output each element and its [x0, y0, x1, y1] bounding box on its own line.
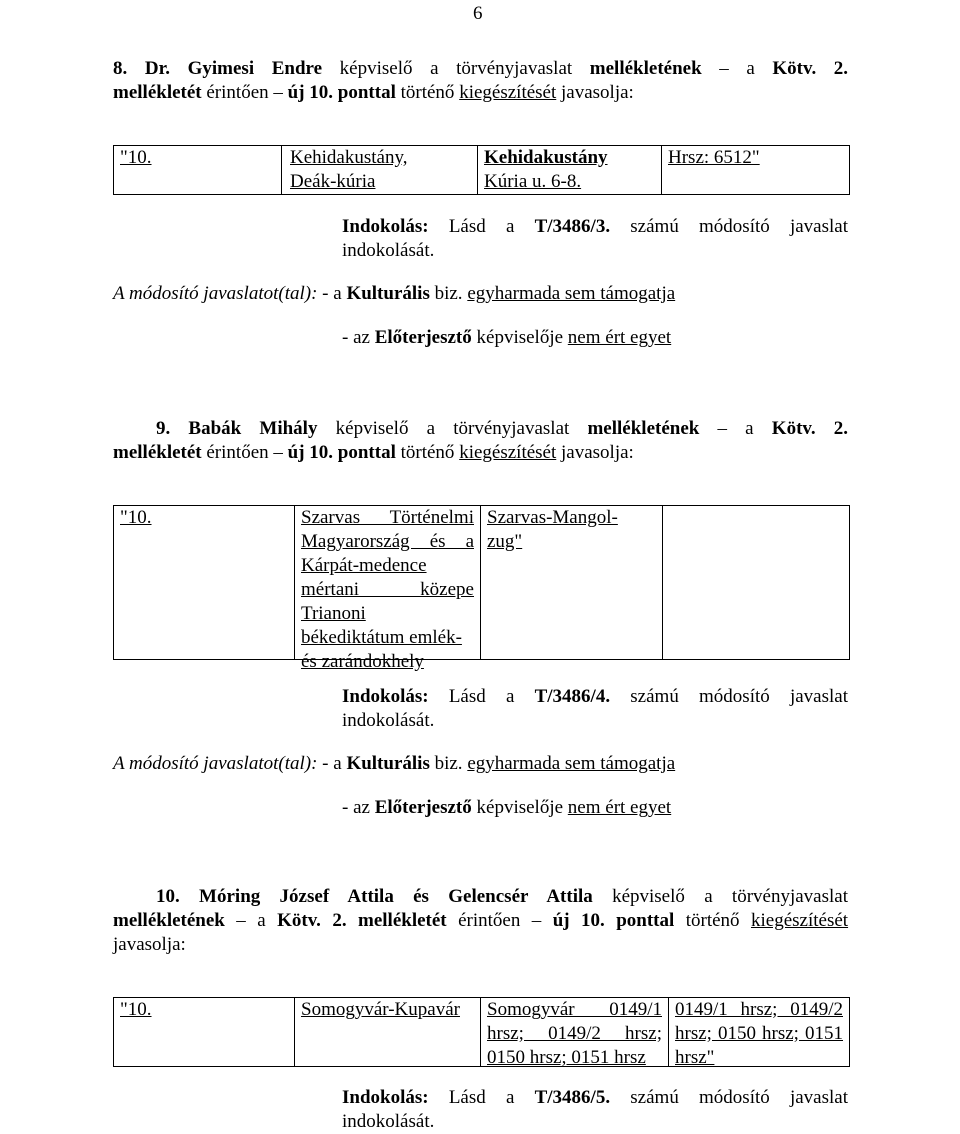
page-number: 6: [473, 3, 483, 24]
section-8-table-row: [113, 145, 850, 195]
section-10-line-2: mellékletének – a Kötv. 2. mellékletét érintően – új 10. ponttal történő kiegészítését: [113, 910, 849, 931]
cell-location: Kehidakustány Kúria u. 6-8.: [477, 146, 661, 194]
section-9-heading: [113, 417, 848, 465]
section-9-support-2: - az Előterjesztő képviselője nem ért egyet: [342, 797, 672, 818]
cell-name: Somogyvár-Kupavár: [294, 998, 480, 1066]
section-9-line-2: mellékletét érintően – új 10. ponttal történő kiegészítését javasolja:: [113, 442, 634, 463]
proposer-name: Dr. Gyimesi Endre: [144, 58, 323, 79]
cell-point: "10.: [120, 507, 152, 528]
cell-hrsz: [662, 506, 849, 659]
cell-hrsz: 0149/1 hrsz; 0149/2 hrsz; 0150 hrsz; 0151 hrsz": [668, 998, 849, 1066]
section-8-line-1: 8. Dr. Gyimesi Endre képviselő a törvényjavaslat mellékletének – a Kötv. 2.: [113, 58, 849, 79]
proposer-name: Móring József Attila és Gelencsér Attila: [199, 886, 593, 907]
cell-location: Somogyvár 0149/1 hrsz; 0149/2 hrsz; 0150 hrsz; 0151 hrsz: [480, 998, 668, 1066]
cell-location: Szarvas-Mangol- zug": [480, 506, 662, 659]
section-8-heading: [113, 57, 848, 105]
cell-name: Szarvas Történelmi Magyarország és a Kárpát-medence mértani közepe Trianoni békediktátum emlék- és zarándokhely: [294, 506, 480, 659]
section-9-line-1: 9. Babák Mihály képviselő a törvényjavaslat mellékletének – a Kötv. 2.: [156, 418, 849, 439]
section-10-table-row: [113, 997, 850, 1067]
cell-point: "10.: [120, 147, 152, 168]
cell-name: Kehidakustány, Deák-kúria: [281, 146, 477, 194]
cell-hrsz: Hrsz: 6512": [661, 146, 849, 194]
section-8-support-1: A módosító javaslatot(tal): - a Kulturális biz. egyharmada sem támogatja: [113, 283, 676, 304]
section-9-table-row: [113, 505, 850, 672]
section-8-support-2: - az Előterjesztő képviselője nem ért egyet: [342, 327, 672, 348]
section-8-reasoning: Indokolás: Lásd a T/3486/3. számú módosító javaslat indokolását.: [342, 216, 848, 261]
section-9-support-1: A módosító javaslatot(tal): - a Kulturális biz. egyharmada sem támogatja: [113, 753, 676, 774]
section-10-line-1: 10. Móring József Attila és Gelencsér Attila képviselő a törvényjavaslat: [156, 886, 848, 907]
cell-point: "10.: [120, 999, 152, 1020]
section-10-line-3: javasolja:: [113, 934, 186, 955]
section-9-reasoning: Indokolás: Lásd a T/3486/4. számú módosító javaslat indokolását.: [342, 686, 848, 731]
section-10-reasoning: Indokolás: Lásd a T/3486/5. számú módosító javaslat indokolását.: [342, 1087, 848, 1132]
section-10-heading: [113, 885, 848, 957]
proposer-name: Babák Mihály: [188, 418, 318, 439]
section-8-line-2: mellékletét érintően – új 10. ponttal történő kiegészítését javasolja:: [113, 82, 634, 103]
